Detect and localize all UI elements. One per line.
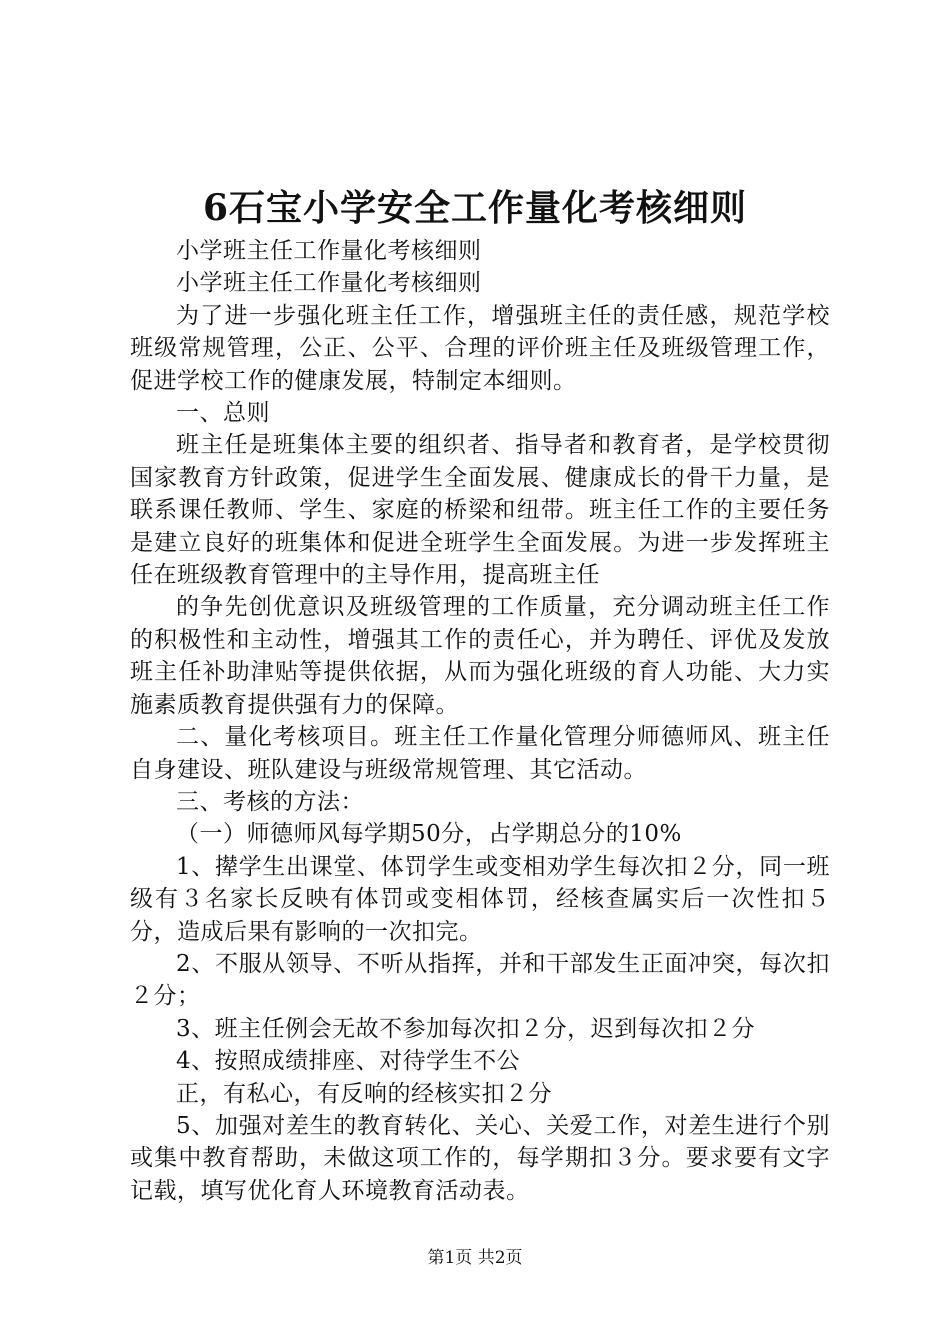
paragraph: 的争先创优意识及班级管理的工作质量，充分调动班主任工作的积极性和主动性，增强其工作的责任心，并为聘任、评优及发放班主任补助津贴等提供依据，从而为强化班级的育人功能、大力实施素质教育提供强有力的保障。	[130, 594, 830, 718]
document-title: 6石宝小学安全工作量化考核细则	[202, 187, 748, 229]
paragraph: 正，有私心，有反响的经核实扣２分	[176, 1080, 552, 1107]
paragraph: 小学班主任工作量化考核细则	[176, 270, 482, 297]
paragraph: 5、加强对差生的教育转化、关心、关爱工作，对差生进行个别或集中教育帮助，未做这项工作的，每学期扣３分。要求要有文字记载，填写优化育人环境教育活动表。	[130, 1112, 830, 1204]
paragraph: 3、班主任例会无故不参加每次扣２分，迟到每次扣２分	[176, 1015, 756, 1042]
paragraph: 班主任是班集体主要的组织者、指导者和教育者，是学校贯彻国家教育方针政策，促进学生全面发展、健康成长的骨干力量，是联系课任教师、学生、家庭的桥梁和纽带。班主任工作的主要任务是建立良好的班集体和促进全班学生全面发展。为进一步发挥班主任在班级教育管理中的主导作用，提高班主任	[130, 432, 830, 589]
section-heading: 三、考核的方法：	[176, 788, 364, 815]
section-heading: 一、总则	[176, 400, 270, 427]
paragraph: 1、撵学生出课堂、体罚学生或变相劝学生每次扣２分，同一班级有３名家长反映有体罚或变相体罚，经核查属实后一次性扣５分，造成后果有影响的一次扣完。	[130, 853, 830, 945]
page-footer: 第1页 共2页	[427, 1248, 523, 1268]
paragraph: 4、按照成绩排座、对待学生不公	[176, 1048, 521, 1075]
paragraph: 二、量化考核项目。班主任工作量化管理分师德师风、班主任自身建设、班队建设与班级常规管理、其它活动。	[130, 724, 830, 783]
document-body	[130, 235, 830, 1207]
paragraph: 小学班主任工作量化考核细则	[176, 238, 482, 264]
paragraph: 2、不服从领导、不听从指挥，并和干部发生正面冲突，每次扣２分；	[130, 950, 830, 1010]
paragraph: （一）师德师风每学期50分，占学期总分的10%	[176, 821, 682, 848]
paragraph: 为了进一步强化班主任工作，增强班主任的责任感，规范学校班级常规管理，公正、公平、合理的评价班主任及班级管理工作，促进学校工作的健康发展，特制定本细则。	[130, 302, 830, 394]
